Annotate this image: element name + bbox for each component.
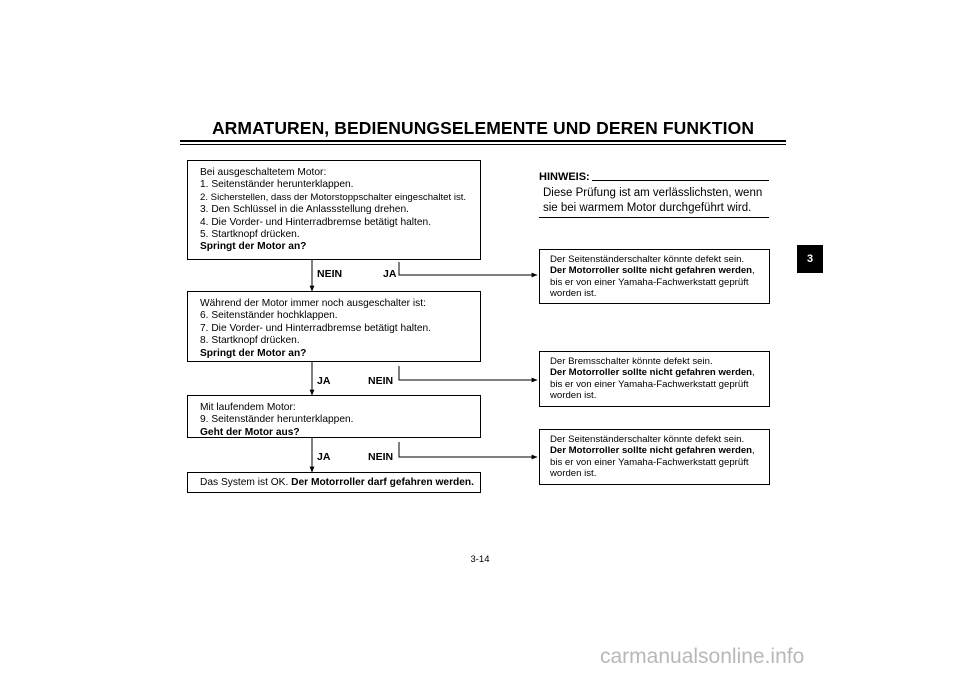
result-line: Der Seitenständerschalter könnte defekt sein.: [550, 254, 745, 265]
step-question: Springt der Motor an?: [200, 241, 307, 253]
step-box-2: [187, 291, 481, 362]
result-box-3: [539, 429, 770, 485]
step-line: 5. Startknopf drücken.: [200, 229, 300, 241]
result-warning: Der Motorroller sollte nicht gefahren werden: [550, 367, 753, 379]
step-line: 6. Seitenständer hochklappen.: [200, 310, 338, 322]
step-question: Springt der Motor an?: [200, 347, 307, 359]
final-text: Das System ist OK.: [200, 477, 292, 488]
branch-label-right-2: NEIN: [368, 375, 394, 387]
result-line: worden ist.: [550, 390, 597, 402]
page-title: ARMATUREN, BEDIENUNGSELEMENTE UND DEREN FUNKTION: [211, 118, 755, 138]
result-line: Der Bremsschalter könnte defekt sein.: [550, 356, 713, 367]
arrow-right-1: [399, 262, 537, 275]
branch-label-down-2: JA: [317, 375, 331, 387]
result-line: Der Seitenständerschalter könnte defekt sein.: [550, 434, 745, 445]
step-box-final: [187, 472, 481, 493]
step-line: 9. Seitenständer herunterklappen.: [200, 414, 354, 426]
note-rule-top: [592, 180, 769, 181]
result-comma: ,: [752, 367, 755, 379]
branch-label-right-1: JA: [383, 268, 397, 280]
step-box-3: [187, 395, 481, 438]
result-warning-line: [550, 265, 763, 276]
note-line: Diese Prüfung ist am verlässlichsten, wenn: [543, 187, 763, 199]
result-warning: Der Motorroller sollte nicht gefahren werden: [550, 265, 753, 277]
arrow-right-3: [399, 442, 537, 457]
chapter-tab: 3: [797, 245, 823, 273]
result-box-2: [539, 351, 770, 407]
step-line: Bei ausgeschaltetem Motor:: [200, 167, 327, 178]
branch-label-down-1: NEIN: [317, 268, 343, 280]
note-text: [543, 186, 773, 215]
result-comma: ,: [752, 265, 755, 277]
step-line: 7. Die Vorder- und Hinterradbremse betätigt halten.: [200, 322, 432, 334]
step-line: 3. Den Schlüssel in die Anlassstellung drehen.: [200, 204, 409, 216]
step-line: 1. Seitenständer herunterklappen.: [200, 179, 354, 191]
result-line: worden ist.: [550, 468, 597, 480]
step-question: Geht der Motor aus?: [200, 426, 300, 438]
result-box-1: [539, 249, 770, 304]
result-warning-line: [550, 367, 763, 378]
result-warning-line: [550, 445, 763, 456]
step-line: Mit laufendem Motor:: [200, 402, 296, 413]
result-line: bis er von einer Yamaha-Fachwerkstatt geprüft: [550, 276, 749, 288]
result-line: bis er von einer Yamaha-Fachwerkstatt geprüft: [550, 378, 749, 390]
arrow-right-2: [399, 366, 537, 380]
step-line: Während der Motor immer noch ausgeschalter ist:: [200, 298, 426, 309]
note-label: HINWEIS:: [539, 171, 590, 183]
step-line: 8. Startknopf drücken.: [200, 335, 300, 347]
result-line: worden ist.: [550, 288, 597, 300]
step-line: 4. Die Vorder- und Hinterradbremse betätigt halten.: [200, 216, 432, 228]
branch-label-right-3: NEIN: [368, 451, 394, 463]
result-comma: ,: [752, 445, 755, 457]
page-number: 3-14: [470, 554, 490, 565]
step-box-1: [187, 160, 481, 260]
result-warning: Der Motorroller sollte nicht gefahren werden: [550, 445, 753, 457]
final-bold-text: Der Motorroller darf gefahren werden.: [291, 477, 474, 488]
watermark: carmanualsonline.info: [600, 645, 805, 668]
note-line: sie bei warmem Motor durchgeführt wird.: [543, 201, 752, 214]
branch-label-down-3: JA: [317, 451, 331, 463]
final-line: [200, 477, 472, 489]
step-line: 2. Sicherstellen, dass der Motorstoppschalter eingeschaltet ist.: [200, 191, 467, 203]
result-line: bis er von einer Yamaha-Fachwerkstatt geprüft: [550, 456, 749, 468]
note-rule-bottom: [539, 217, 769, 218]
